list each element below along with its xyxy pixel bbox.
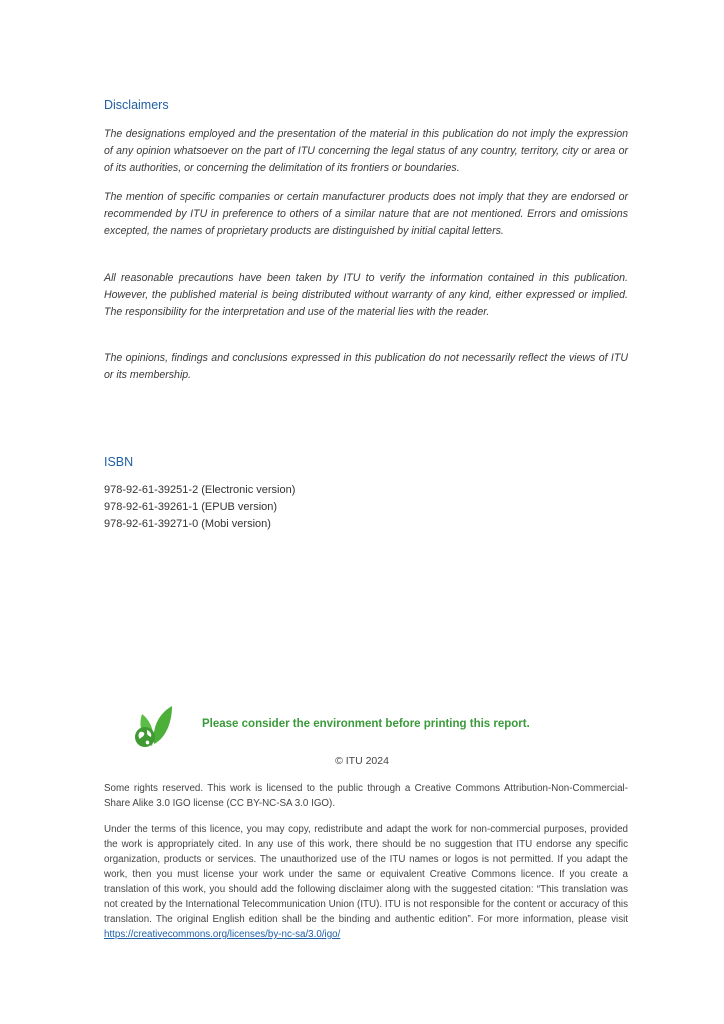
isbn-list — [104, 482, 295, 533]
license-terms-text: Under the terms of this licence, you may copy, redistribute and adapt the work for non-commercial purposes, provided the work is appropriately cited. In any use of this work, there should be no suggestion that ITU endorse any specific organization, products or services. The unauthorized use of the ITU names or logos is not permitted. If you adapt the work, then you must license your work under the same or equivalent Creative Commons licence. If you create a translation of this work, you should add the following disclaimer along with the suggested citation: “This translation was not created by the International Telecommunication Union (ITU). ITU is not responsible for the content or accuracy of this translation. The original English edition shall be the binding and authentic edition”. For more information, please visit — [104, 824, 628, 925]
isbn-item: 978-92-61-39261-1 (EPUB version) — [104, 501, 278, 513]
creative-commons-link[interactable]: https://creativecommons.org/licenses/by-nc-sa/3.0/igo/ — [104, 929, 341, 940]
isbn-heading: ISBN — [104, 455, 134, 469]
isbn-item: 978-92-61-39271-0 (Mobi version) — [104, 518, 271, 530]
isbn-item: 978-92-61-39251-2 (Electronic version) — [104, 484, 296, 496]
disclaimer-paragraph: The opinions, findings and conclusions expressed in this publication do not necessarily reflect the views of ITU or its membership. — [104, 352, 628, 382]
disclaimer-paragraph: The designations employed and the presentation of the material in this publication do not imply the expression of any opinion whatsoever on the part of ITU concerning the legal status of any country, territory, city or area or of its authorities, or concerning the delimitation of its frontiers or boundaries. — [104, 128, 628, 175]
rights-paragraph: Some rights reserved. This work is licensed to the public through a Creative Commons Attribution-Non-Commercial-Share Alike 3.0 IGO license (CC BY-NC-SA 3.0 IGO). — [104, 783, 628, 809]
leaf-globe-icon — [132, 704, 174, 750]
disclaimer-paragraph: The mention of specific companies or certain manufacturer products does not imply that they are endorsed or recommended by ITU in preference to others of a similar nature that are not mentioned. Errors and omissions excepted, the names of proprietary products are distinguished by initial capital letters. — [104, 191, 628, 238]
disclaimers-heading: Disclaimers — [104, 98, 169, 112]
environment-note: Please consider the environment before printing this report. — [202, 718, 530, 730]
disclaimer-paragraph: All reasonable precautions have been taken by ITU to verify the information contained in this publication. However, the published material is being distributed without warranty of any kind, either expressed or implied. The responsibility for the interpretation and use of the material lies with the reader. — [104, 272, 628, 319]
copyright: © ITU 2024 — [335, 755, 389, 767]
license-terms-paragraph — [104, 822, 628, 942]
